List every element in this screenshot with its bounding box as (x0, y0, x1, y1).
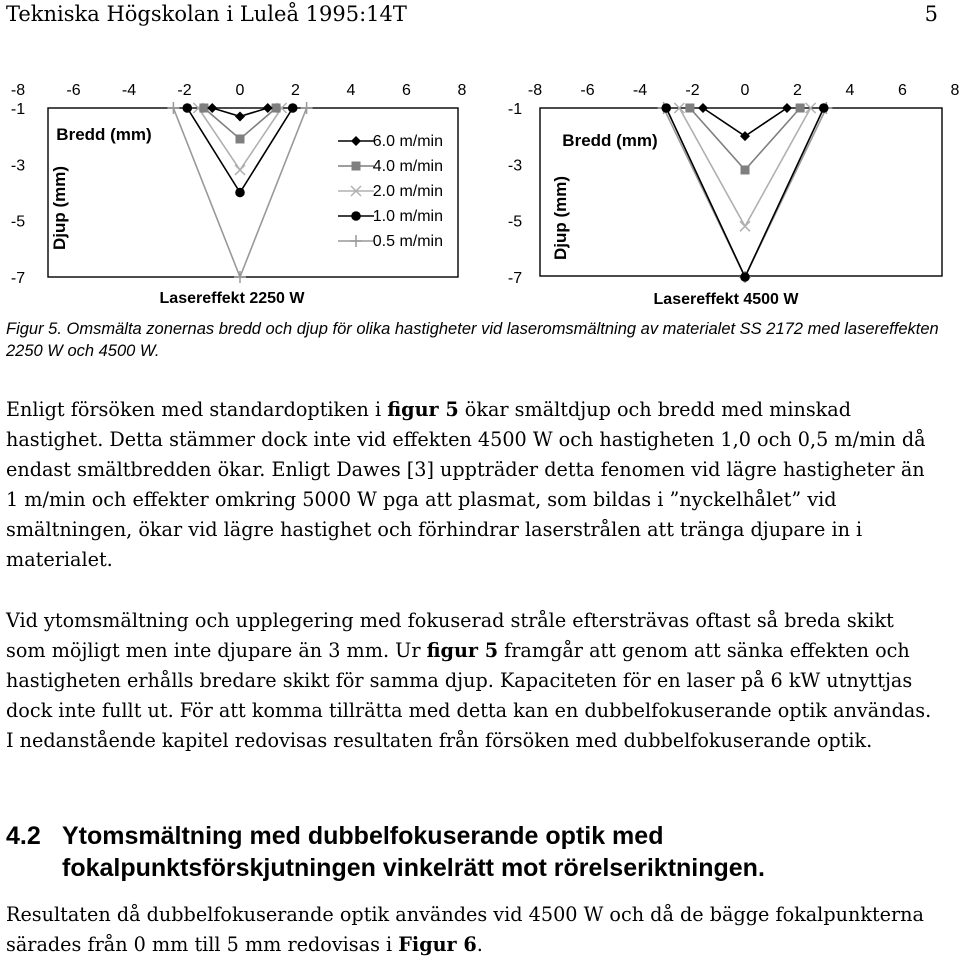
circle-marker (661, 103, 671, 113)
chart-2250w (11, 82, 467, 307)
y-tick-label: -7 (507, 270, 523, 287)
x-tick-label: -2 (685, 82, 700, 99)
figure-5-reference: figur 5 (426, 639, 499, 662)
paragraph-1-text-b: ökar smältdjup och bredd med minskad hastighet. Detta stämmer dock inte vid effekten 4500 W och hastigheten 1,0 och 0,5 m/min då endast smältbredden ökar. Enligt Dawes [3] uppträder detta fenomen vid lägre hastigheter än 1 m/min och effekter omkring 5000 W pga att plasmat, som bildas i ”nyckelhålet” vid smältningen, ökar vid lägre hastighet och förhindrar laserstrålen att tränga djupare in i materialet. (6, 398, 926, 571)
x-tick-label: -6 (66, 82, 81, 99)
x-marker (740, 221, 750, 231)
diamond-marker (698, 103, 708, 113)
y-tick-label: -5 (507, 213, 523, 231)
section-title-line-1: Ytomsmältning med dubbelfokuserande optik med (62, 822, 664, 850)
paragraph-1 (6, 395, 936, 575)
paragraph-3-text-b: . (476, 933, 483, 956)
x-marker (235, 165, 245, 175)
figure-5-reference: figur 5 (387, 398, 459, 421)
x-tick-label: -2 (177, 82, 192, 99)
x-tick-label: 4 (346, 82, 356, 99)
y-tick-label: -3 (10, 157, 26, 175)
square-marker (685, 104, 694, 113)
x-tick-label: -4 (121, 82, 137, 99)
x-tick-label: 8 (457, 82, 467, 99)
section-number: 4.2 (6, 822, 41, 850)
figure-caption-text: Omsmälta zonernas bredd och djup för olika hastigheter vid laseromsmältning av materialet SS 2172 med lasereffekten 2250 W och 4500 W. (6, 320, 939, 360)
x-tick-label: -6 (580, 82, 595, 99)
legend-entry: 2.0 m/min (372, 183, 443, 200)
section-title-line-2: fokalpunktsförskjutningen vinkelrätt mot rörelseriktningen. (62, 854, 765, 882)
x-tick-label: 0 (740, 82, 750, 99)
legend-entry: 1.0 m/min (372, 208, 443, 225)
square-marker (236, 134, 245, 143)
circle-marker (740, 272, 750, 282)
plus-marker (350, 235, 362, 247)
x-tick-label: -8 (527, 82, 543, 99)
y-tick-label: -5 (10, 213, 26, 231)
figure-6-reference: Figur 6 (398, 933, 477, 956)
legend-entry: 0.5 m/min (372, 233, 443, 250)
x-axis-label: Bredd (mm) (562, 131, 658, 150)
diamond-marker (351, 136, 361, 146)
y-axis-label: Djup (mm) (551, 175, 570, 261)
y-axis-label: Djup (mm) (50, 165, 69, 251)
y-tick-label: -1 (507, 101, 523, 118)
circle-marker (819, 103, 829, 113)
x-tick-label: 6 (402, 82, 411, 99)
x-tick-label: 8 (950, 82, 960, 99)
circle-marker (235, 188, 245, 198)
y-tick-label: -3 (507, 157, 523, 175)
x-tick-label: -8 (10, 82, 26, 99)
plus-marker (167, 102, 179, 114)
section-heading (6, 820, 765, 884)
legend-entry: 6.0 m/min (372, 133, 443, 150)
square-marker (796, 104, 805, 113)
x-tick-label: 6 (898, 82, 907, 99)
x-tick-label: 4 (845, 82, 855, 99)
diamond-marker (782, 103, 792, 113)
plus-marker (301, 102, 313, 114)
legend-entry: 4.0 m/min (372, 158, 443, 175)
square-marker (352, 162, 361, 171)
square-marker (741, 165, 750, 174)
circle-marker (182, 103, 192, 113)
figure-caption (6, 318, 946, 362)
paragraph-3 (6, 900, 936, 960)
chart-4500w (508, 82, 960, 308)
y-tick-label: -7 (10, 270, 26, 287)
figure-caption-label: Figur 5. (6, 320, 62, 338)
circle-marker (351, 211, 361, 221)
page-header-title: Tekniska Högskolan i Luleå 1995:14T (6, 2, 407, 26)
x-tick-label: 2 (793, 82, 802, 99)
page-number: 5 (924, 2, 938, 26)
chart-title: Lasereffekt 2250 W (159, 290, 305, 307)
diamond-marker (740, 131, 750, 141)
paragraph-2 (6, 606, 936, 756)
x-tick-label: 0 (235, 82, 245, 99)
x-tick-label: -4 (632, 82, 648, 99)
plus-marker (234, 271, 246, 283)
paragraph-2-text-b: framgår att genom att sänka effekten och hastigheten erhålls bredare skikt för samma djup. Kapaciteten för en laser på 6 kW utnyttjas dock inte fullt ut. För att komma tillrätta med detta kan en dubbelfokuserande optik användas. I nedanstående kapitel redovisas resultaten från försöken med dubbelfokuserande optik. (6, 639, 932, 752)
paragraph-3-text-a: Resultaten då dubbelfokuserande optik användes vid 4500 W och då de bägge fokalpunkterna särades från 0 mm till 5 mm redovisas i (6, 903, 924, 956)
figure-5 (0, 70, 960, 310)
y-tick-label: -1 (10, 101, 26, 118)
chart-title: Lasereffekt 4500 W (653, 291, 799, 308)
paragraph-1-text-a: Enligt försöken med standardoptiken i (6, 398, 388, 421)
square-marker (272, 104, 281, 113)
x-tick-label: 2 (291, 82, 300, 99)
diamond-marker (235, 111, 245, 121)
paragraph-2-text-a: Vid ytomsmältning och upplegering med fokuserad stråle eftersträvas oftast så breda skikt som möjligt men inte djupare än 3 mm. Ur (6, 609, 894, 662)
circle-marker (288, 103, 298, 113)
square-marker (199, 104, 208, 113)
x-axis-label: Bredd (mm) (56, 125, 152, 144)
